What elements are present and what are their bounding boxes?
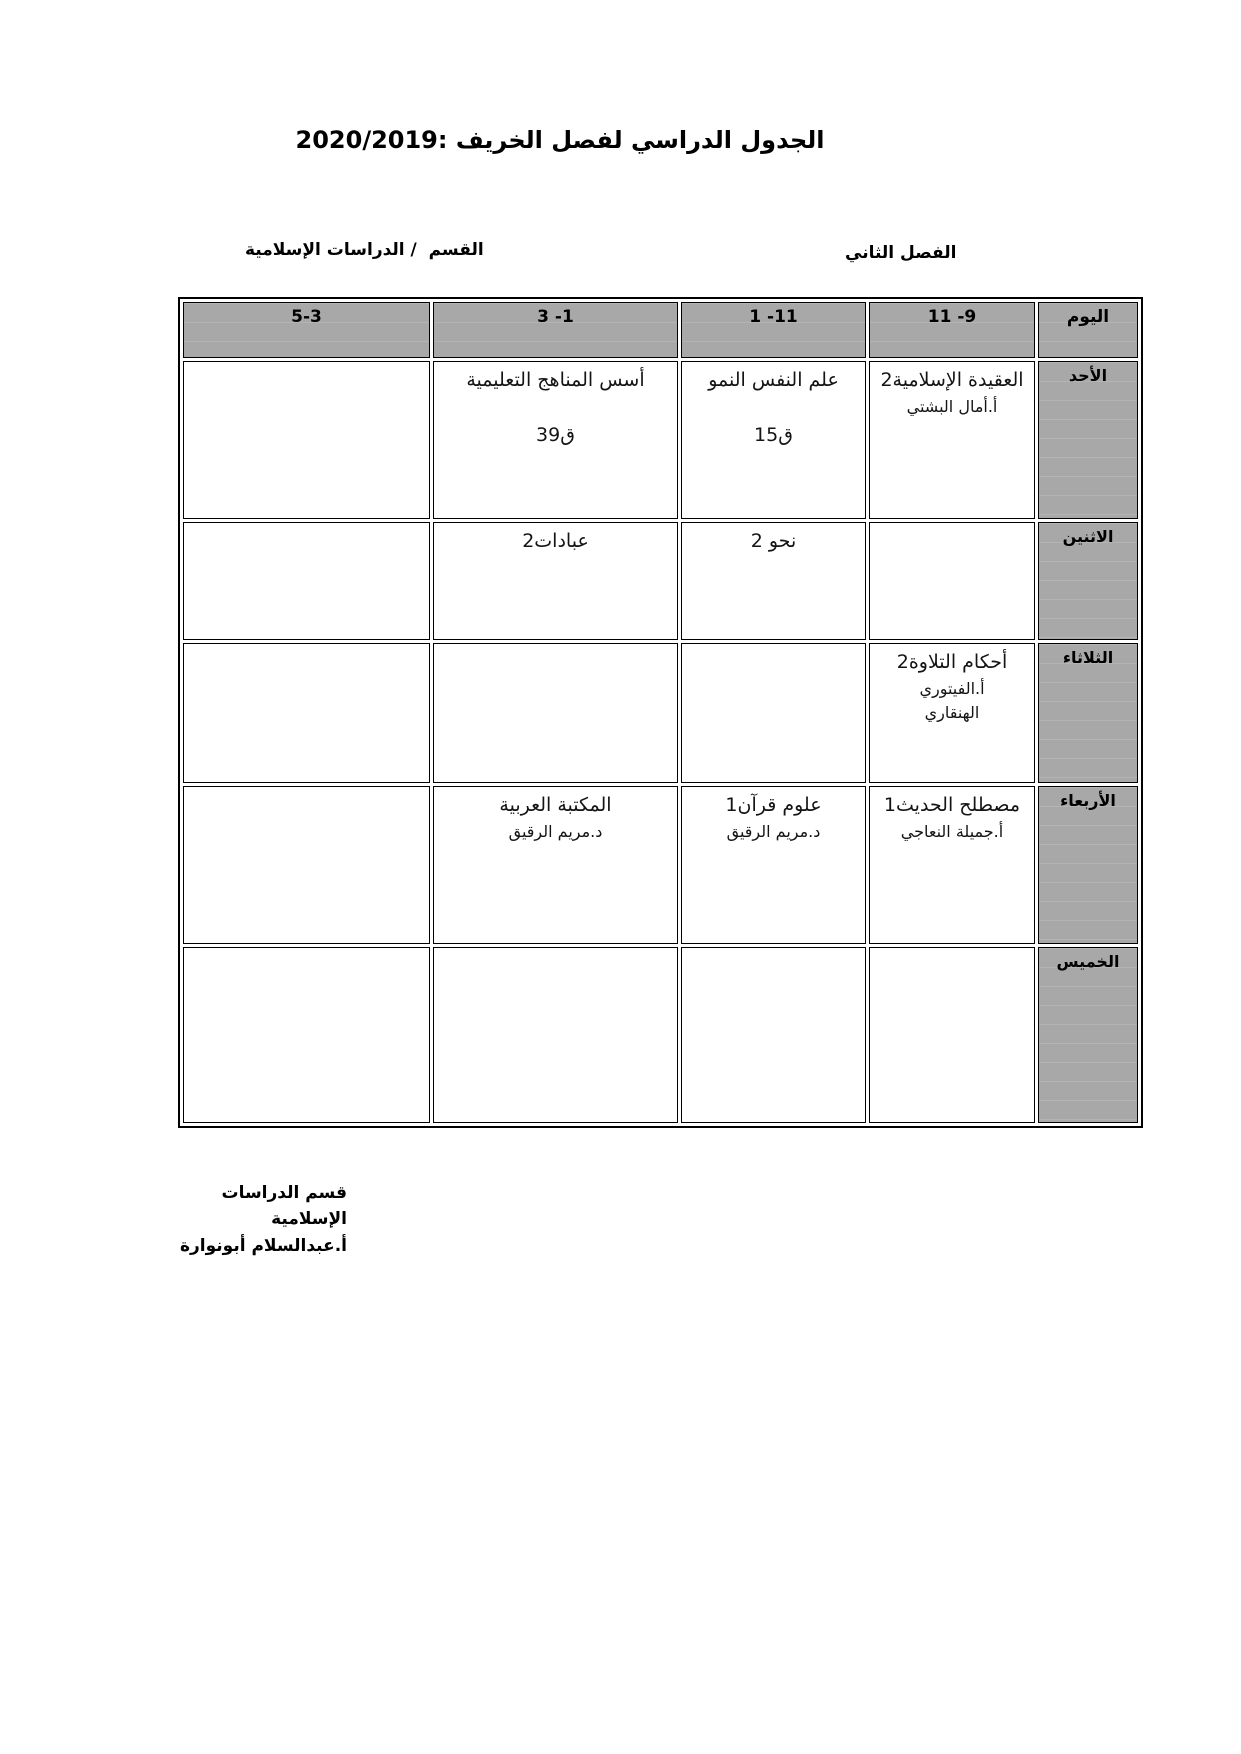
course-name: المكتبة العربية <box>499 794 612 816</box>
footer-department-line: قسم الدراسات الإسلامية <box>221 1183 347 1230</box>
course-name: أحكام التلاوة2 <box>896 651 1008 673</box>
table-header-row <box>183 302 1138 358</box>
schedule-table <box>178 297 1143 1128</box>
course-name: مصطلح الحديث1 <box>883 794 1021 816</box>
day-label-thursday: الخميس <box>1038 947 1138 1123</box>
table-row-monday <box>183 522 1138 640</box>
teacher-name: أ.الفيتوري <box>919 678 985 698</box>
slot-monday-11-1 <box>681 522 866 640</box>
course-name: نحو 2 <box>750 530 797 552</box>
slot-thursday-9-11 <box>869 947 1035 1123</box>
teacher-name: أ.جميلة النعاجي <box>900 821 1004 841</box>
course-name: علم النفس النمو <box>708 369 839 391</box>
teacher-name: أ.أمال البشتي <box>906 396 998 416</box>
table-row-wednesday <box>183 786 1138 944</box>
footer-signature <box>163 1180 347 1259</box>
room-number: ق15 <box>754 424 793 447</box>
slot-sunday-11-1 <box>681 361 866 519</box>
table-row-sunday <box>183 361 1138 519</box>
slot-wednesday-1-3 <box>433 786 678 944</box>
slot-monday-9-11 <box>869 522 1035 640</box>
blank-line <box>438 395 673 422</box>
slot-sunday-1-3 <box>433 361 678 519</box>
teacher-name: د.مريم الرقيق <box>508 821 603 841</box>
slot-tuesday-11-1 <box>681 643 866 783</box>
room-number: ق39 <box>536 424 575 447</box>
slot-sunday-3-5 <box>183 361 430 519</box>
slot-thursday-3-5 <box>183 947 430 1123</box>
slot-monday-3-5 <box>183 522 430 640</box>
teacher-name: د.مريم الرقيق <box>726 821 821 841</box>
slot-thursday-1-3 <box>433 947 678 1123</box>
teacher-name: الهنقاري <box>924 702 980 722</box>
day-label-sunday: الأحد <box>1038 361 1138 519</box>
day-label-monday: الاثنين <box>1038 522 1138 640</box>
slot-wednesday-3-5 <box>183 786 430 944</box>
time-header-11-1: 1 -11 <box>681 302 866 358</box>
slot-wednesday-11-1 <box>681 786 866 944</box>
slot-tuesday-3-5 <box>183 643 430 783</box>
course-name: العقيدة الإسلامية2 <box>880 369 1024 391</box>
day-column-header: اليوم <box>1038 302 1138 358</box>
table-row-tuesday <box>183 643 1138 783</box>
day-label-tuesday: الثلاثاء <box>1038 643 1138 783</box>
slot-sunday-9-11 <box>869 361 1035 519</box>
slot-tuesday-9-11 <box>869 643 1035 783</box>
slot-monday-1-3 <box>433 522 678 640</box>
time-header-1-3: 3 -1 <box>433 302 678 358</box>
slot-tuesday-1-3 <box>433 643 678 783</box>
slot-wednesday-9-11 <box>869 786 1035 944</box>
table-row-thursday <box>183 947 1138 1123</box>
course-name: أسس المناهج التعليمية <box>466 369 645 391</box>
semester-label: الفصل الثاني <box>845 243 957 263</box>
time-header-9-11: 11 -9 <box>869 302 1035 358</box>
page-title: الجدول الدراسي لفصل الخريف :2020/2019 <box>295 126 825 154</box>
slot-thursday-11-1 <box>681 947 866 1123</box>
day-label-wednesday: الأربعاء <box>1038 786 1138 944</box>
footer-author-line: أ.عبدالسلام أبونوارة <box>179 1235 347 1256</box>
course-name: عبادات2 <box>522 530 589 552</box>
blank-line <box>686 395 861 422</box>
course-name: علوم قرآن1 <box>725 794 822 816</box>
time-header-3-5: 5-3 <box>183 302 430 358</box>
department-label: القسم / الدراسات الإسلامية <box>245 240 484 260</box>
